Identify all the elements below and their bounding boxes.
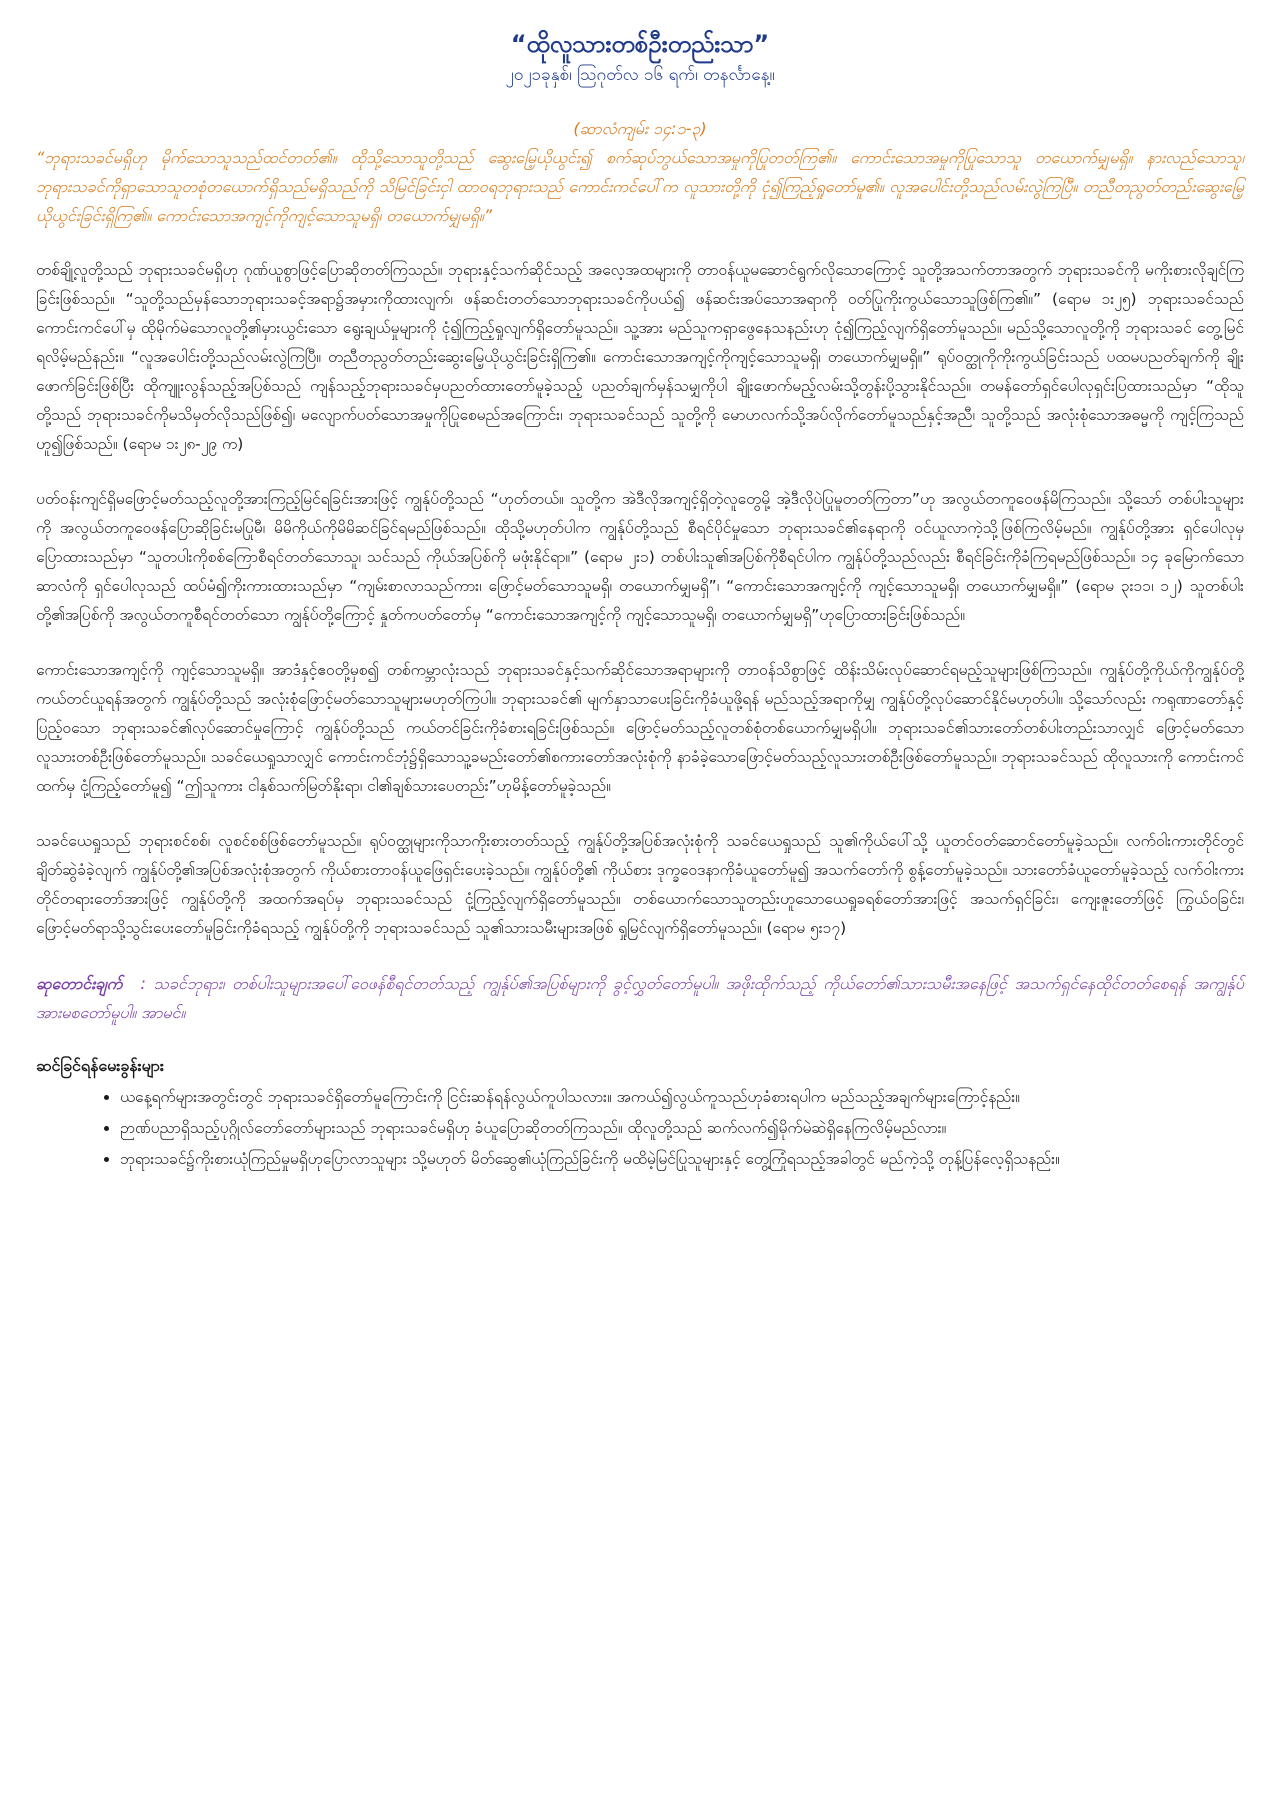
questions-heading: ဆင်ခြင်ရန်မေးခွန်းများ: [36, 1056, 164, 1075]
scripture-block: [36, 114, 1244, 230]
scripture-text: “ဘုရားသခင်မရှိဟု မိုက်သောသူသည်ထင်တတ်၏။ ထိုသို့သောသူတို့သည် ဆွေးမြေ့ယိုယွင်း၍ စက်ဆုပ်ဘွယ်သောအမှုကိုပြုတတ်ကြ၏။ ကောင်းသောအမှုကိုပြုသောသူ တယောက်မျှမရှိ။ နားလည်သောသူ၊ ဘုရားသခင်ကိုရှာသောသူတစုံတယောက်ရှိသည်မရှိသည်ကို သိမြင်ခြင်းငှါ ထာဝရဘုရားသည် ကောင်းကင်ပေါ်က လူသားတို့ကို ငုံ၍ကြည့်ရှုတော်မူ၏။ လူအပေါင်းတို့သည်လမ်းလွဲကြပြီ။ တညီတညွတ်တည်းဆွေးမြေ့ယိုယွင်းခြင်းရှိကြ၏။ ကောင်းသောအကျင့်ကိုကျင့်သောသူမရှိ၊ တယောက်မျှမရှိ။”: [36, 148, 1244, 225]
list-item: • ယနေ့ရက်များအတွင်းတွင် ဘုရားသခင်ရှိတော်မူကြောင်းကို ငြင်းဆန်ရန်လွယ်ကူပါသလား။ အကယ်၍လွယ်ကူသည်ဟုခံစားရပါက မည်သည့်အချက်များကြောင့်နည်း။: [120, 1083, 1244, 1112]
body-paragraph-3: ကောင်းသောအကျင့်ကို ကျင့်သောသူမရှိ။ အာဒံနှင့်ဧဝတို့မှစ၍ တစ်ကမ္ဘာလုံးသည် ဘုရားသခင်နှင့်သက်ဆိုင်သောအရာများကို တာဝန်သိစွာဖြင့် ထိန်းသိမ်းလုပ်ဆောင်ရမည့်သူများဖြစ်ကြသည်။ ကျွန်ုပ်တို့ကိုယ်ကိုကျွန်ုပ်တို့ ကယ်တင်ယူရန်အတွက် ကျွန်ုပ်တို့သည် အလုံးစုံဖြောင့်မတ်သောသူများမဟုတ်ကြပါ။ ဘုရားသခင်၏ မျက်နှာသာပေးခြင်းကိုခံယူဖို့ရန် မည်သည့်အရာကိုမျှ ကျွန်ုပ်တို့လုပ်ဆောင်နိုင်မဟုတ်ပါ။ သို့သော်လည်း ကရုဏာတော်နှင့်ပြည့်ဝသော ဘုရားသခင်၏လုပ်ဆောင်မှုကြောင့် ကျွန်ုပ်တို့သည် ကယ်တင်ခြင်းကိုခံစားရခြင်းဖြစ်သည်။ ဖြောင့်မတ်သည့်လူတစ်စုံတစ်ယောက်မျှမရှိပါ။ ဘုရားသခင်၏သားတော်တစ်ပါးတည်းသာလျှင် ဖြောင့်မတ်သောလူသားတစ်ဦးဖြစ်တော်မူသည်။ သခင်ယေရှုသာလျှင် ကောင်းကင်ဘုံ၌ရှိသောသူ့ခမည်းတော်၏စကားတော်အလုံးစုံကို နာခံခဲ့သောဖြောင့်မတ်သည့်လူသားတစ်ဦးဖြစ်တော်မူသည်။ ဘုရားသခင်သည် ထိုလူသားကို ကောင်းကင်ထက်မှ ငုံ့ကြည့်တော်မူ၍ “ဤသူကား ငါနှစ်သက်မြတ်နိုးရာ၊ ငါ၏ချစ်သားပေတည်း”ဟုမိန့်တော်မူခဲ့သည်။: [36, 661, 1244, 795]
prayer-text: : သခင်ဘုရား၊ တစ်ပါးသူများအပေါ်ဝေဖန်စီရင်တတ်သည့် ကျွန်ုပ်၏အပြစ်များကို ခွင့်လွှတ်တော်မူပါ။ အဖိုးထိုက်သည့် ကိုယ်တော်၏သားသမီးအနေဖြင့် အသက်ရှင်နေထိုင်တတ်စေရန် အကျွန်ုပ်အားမစတော်မူပါ။ အာမင်။: [36, 974, 1244, 1022]
body-paragraph-4: သခင်ယေရှုသည် ဘုရားစင်စစ်၊ လူစင်စစ်ဖြစ်တော်မူသည်။ ရုပ်ဝတ္ထုများကိုသာကိုးစားတတ်သည့် ကျွန်ုပ်တို့အပြစ်အလုံးစုံကို သခင်ယေရှုသည် သူ၏ကိုယ်ပေါ်သို့ ယူတင်ဝတ်ဆောင်တော်မူခဲ့သည်။ လက်ဝါးကားတိုင်တွင် ချိတ်ဆွဲခံခဲ့လျက် ကျွန်ုပ်တို့၏အပြစ်အလုံးစုံအတွက် ကိုယ်စားတာဝန်ယူဖြေရှင်းပေးခဲ့သည်။ ကျွန်ုပ်တို့၏ ကိုယ်စား ဒုက္ခဝေဒနာကိုခံယူတော်မူ၍ အသက်တော်ကို စွန့်တော်မူခဲ့သည်။ သားတော်ခံယူတော်မူခဲ့သည့် လက်ဝါးကားတိုင်တရားတော်အားဖြင့် ကျွန်ုပ်တို့ကို အထက်အရပ်မှ ဘုရားသခင်သည် ငုံ့ကြည့်လျက်ရှိတော်မူသည်။ တစ်ယောက်သောသူတည်းဟူသောယေရှုခရစ်တော်အားဖြင့် အသက်ရှင်ခြင်း၊ ကျေးဇူးတော်ဖြင့် ကြွယ်ဝခြင်း၊ ဖြောင့်မတ်ရာသို့သွင်းပေးတော်မူခြင်းကိုခံရသည့် ကျွန်ုပ်တို့ကို ဘုရားသခင်သည် သူ၏သားသမီးများအဖြစ် ရှုမြင်လျက်ရှိတော်မူသည်။ (ရောမ ၅း၁၇): [36, 832, 1244, 937]
questions-list: [36, 1083, 1244, 1174]
reflection-questions: [36, 1051, 1244, 1174]
date-line: ၂၀၂၁ခုနှစ်၊ ဩဂုတ်လ ၁၆ ရက်၊ တနင်္လာနေ့။: [505, 65, 775, 85]
page-title: “ထိုလူသားတစ်ဦးတည်းသာ”: [510, 30, 770, 58]
list-item: • ဘုရားသခင်၌ကိုးစားယုံကြည်မှုမရှိဟုပြောလာသူများ သို့မဟုတ် မိတ်ဆွေ၏ယုံကြည်ခြင်းကို မထိမဲ့မြင်ပြုသူများနှင့် တွေ့ကြုံရသည့်အခါတွင် မည်ကဲ့သို့ တုန့်ပြန်လေ့ရှိသနည်း။: [120, 1145, 1244, 1174]
list-item: • ဉာဏ်ပညာရှိသည့်ပုဂ္ဂိုလ်တော်တော်များသည် ဘုရားသခင်မရှိဟု ခံယူပြောဆိုတတ်ကြသည်။ ထိုလူတို့သည် ဆက်လက်၍မိုက်မဲဆဲရှိနေကြလိမ့်မည်လား။: [120, 1114, 1244, 1143]
body-paragraph-2: ပတ်ဝန်းကျင်ရှိမဖြောင့်မတ်သည့်လူတို့အားကြည့်မြင်ရခြင်းအားဖြင့် ကျွန်ုပ်တို့သည် “ဟုတ်တယ်။ သူတို့က အဲဒီလိုအကျင့်ရှိတဲ့လူတွေမို့ အဲ့ဒီလိုပဲပြုမူတတ်ကြတာ”ဟု အလွယ်တကူဝေဖန်မိကြသည်။ သို့သော် တစ်ပါးသူများကို အလွယ်တကူဝေဖန်ပြောဆိုခြင်းမပြုမီ၊ မိမိကိုယ်ကိုမိမိဆင်ခြင်ရမည်ဖြစ်သည်။ ထိုသို့မဟုတ်ပါက ကျွန်ုပ်တို့သည် စီရင်ပိုင်မှုသော ဘုရားသခင်၏နေရာကို ဝင်ယူလာကဲ့သို့ဖြစ်ကြလိမ့်မည်။ ကျွန်ုပ်တို့အား ရှင်ပေါလုမှပြောထားသည်မှာ “သူတပါးကိုစစ်ကြောစီရင်တတ်သောသူ၊ သင်သည် ကိုယ်အပြစ်ကို မဖုံးနိုင်ရာ။” (ရောမ ၂း၁) တစ်ပါးသူ၏အပြစ်ကိုစီရင်ပါက ကျွန်ုပ်တို့သည်လည်း စီရင်ခြင်းကိုခံကြရမည်ဖြစ်သည်။ ၁၄ ခုမြောက်သောဆာလံကို ရှင်ပေါလုသည် ထပ်မံ၍ကိုးကားထားသည်မှာ “ကျမ်းစာလာသည်ကား၊ ဖြောင့်မတ်သောသူမရှိ၊ တယောက်မျှမရှိ”၊ “ကောင်းသောအကျင့်ကို ကျင့်သောသူမရှိ၊ တယောက်မျှမရှိ။” (ရောမ ၃း၁၁၊ ၁၂) သူတစ်ပါးတို့၏အပြစ်ကို အလွယ်တကူစီရင်တတ်သော ကျွန်ုပ်တို့ကြောင့် နှုတ်ကပတ်တော်မှ “ကောင်းသောအကျင့်ကို ကျင့်သောသူမရှိ၊ တယောက်မျှမရှိ”ဟုပြောထားခြင်းဖြစ်သည်။: [36, 490, 1244, 624]
scripture-reference: (ဆာလံကျမ်း ၁၄:၁-၃): [573, 119, 707, 138]
body-paragraph-1: တစ်ချို့လူတို့သည် ဘုရားသခင်မရှိဟု ဂုဏ်ယူစွာဖြင့်ပြောဆိုတတ်ကြသည်။ ဘုရားနှင့်သက်ဆိုင်သည့် အလေ့အထများကို တာဝန်ယူမဆောင်ရွက်လိုသောကြောင့် သူတို့အသက်တာအတွက် ဘုရားသခင်ကို မကိုးစားလိုချင်ကြခြင်းဖြစ်သည်။ “သူတို့သည်မှန်သောဘုရားသခင့်အရာ၌အမှားကိုထားလျက်၊ ဖန်ဆင်းတတ်သောဘုရားသခင်ကိုပယ်၍ ဖန်ဆင်းအပ်သောအရာကို ဝတ်ပြုကိုးကွယ်သောသူဖြစ်ကြ၏။” (ရောမ ၁း၂၅) ဘုရားသခင်သည် ကောင်းကင်ပေါ်မှ ထိုမိုက်မဲသောလူတို့၏မှားယွင်းသော ရွေးချယ်မှုများကို ငုံ၍ကြည့်ရှုလျက်ရှိတော်မူသည်။ သူ့အား မည်သူကရှာဖွေနေသနည်းဟု ငုံ၍ကြည့်လျက်ရှိတော်မူသည်။ မည်သို့သောလူတို့ကို ဘုရားသခင် တွေ့မြင်ရလိမ့်မည်နည်း။ “လူအပေါင်းတို့သည်လမ်းလွဲကြပြီ။ တညီတညွတ်တည်းဆွေးမြေ့ယိုယွင်းခြင်းရှိကြ၏။ ကောင်းသောအကျင့်ကိုကျင့်သောသူမရှိ၊ တယောက်မျှမရှိ။” ရုပ်ဝတ္ထုကိုကိုးကွယ်ခြင်းသည် ပထမပညတ်ချက်ကို ချိုးဖောက်ခြင်းဖြစ်ပြီး ထိုကျူးလွန်သည့်အပြစ်သည် ကျန်သည့်ဘုရားသခင်မှပညတ်ထားတော်မူခဲ့သည့် ပညတ်ချက်မှန်သမျှကိုပါ ချိုးဖောက်မည့်လမ်းသို့တွန်းပို့သွားနိုင်သည်။ တမန်တော်ရှင်ပေါလုရှင်းပြထားသည်မှာ “ထိုသူတို့သည် ဘုရားသခင်ကိုမသိမှတ်လိုသည်ဖြစ်၍၊ မလျောက်ပတ်သောအမှုကိုပြုစေမည်အကြောင်း၊ ဘုရားသခင်သည် သူတို့ကို မောဟလက်သို့အပ်လိုက်တော်မူသည်နှင့်အညီ၊ သူတို့သည် အလုံးစုံသောအဓမ္မကို ကျင့်ကြသည်ဟူ၍ဖြစ်သည်။ (ရောမ ၁း၂၈-၂၉ က): [36, 261, 1244, 453]
prayer-label: ဆုတောင်းချက်: [36, 974, 123, 993]
header: [36, 28, 1244, 88]
prayer-block: [36, 969, 1244, 1027]
